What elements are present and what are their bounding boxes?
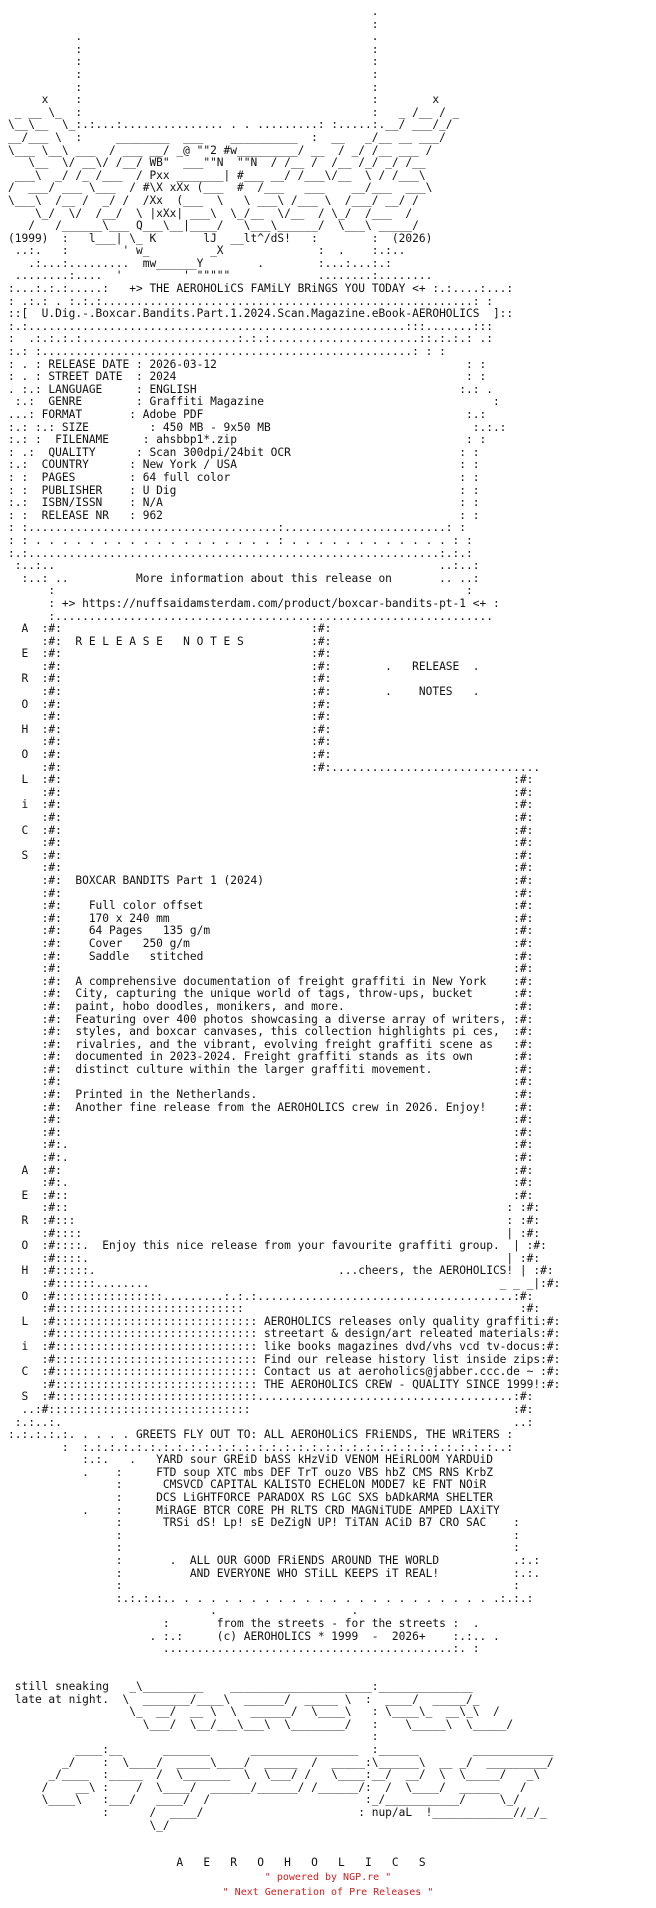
nfo-text: . : . . : : : : : : : : x : : x _ __ \_ : : _ /__ / _ \__\__ \_:.:...:............... . . .........: :.....:.__/ ___/_/ __/___ \ : ________ ___ __________ : __ _/__ __ ___/ \___ \__\ ___ / ___ __/ _@ ""2 #w_________/ __ / _/ /__ ___ / \__ \/ __\/ /__/ WB" ___""N ""N / /__ / /__ /_/ _/ /__ ___\ _/ /_ /___ / Pxx _______| #___ __/ /___\/__ \ / /___\ / ___/ ___ \___ / #\X xXx (___ # /___ ___ __/___ ___\ \___\ /__ / _/ / /Xx (___ \ \ ___\ /___ \ /___/ __/ / \_/ \/ /__/ \ |xXx| ___\ \_/__ \/__ / \_/ /___ / / /______\___ Q___\__|____/ \___\______/ \___\ _____/ (1999) : l___| \_ K lJ __lt^/dS! : : (2026) ..:. : ' w_ _X : . :.:.. .:...:......... mw______Y . :...:...:.: ........:.... ' ' """"" ........:........ :...:.:.:.....: +> THE AEROHOLiCS FAMiLY BRiNGS YOU TODAY <+ :.:....:...: : .:.: . :.:.:.......................................................: : ::[ U.Dig.-.Boxcar.Bandits.Part.1.2024.Scan.Magazine.eBook-AEROHOLICS ]:: :.:........................................................:::.......::: : .:.:.:.:.......................:.:.:......................::.:.:.: .: :.: :.......................................................: : : : . : RELEASE DATE : 2026-03-12 : : : . : STREET DATE : 2024 : : . :.: LANGUAGE : ENGLISH :.: . :.: GENRE : Graffiti Magazine : ...: FORMAT : Adobe PDF :.: :.: :.: SIZE : 450 MB - 9x50 MB :.:.: :.: : FILENAME : ahsbbp1*.zip : : : .: QUALITY : Scan 300dpi/24bit OCR : : :.: COUNTRY : New York / USA : : : : PAGES : 64 full color : : : : PUBLISHER : U Dig : : :.: ISBN/ISSN : N/A : : : : RELEASE NR : 962 : : : :.....................................:........................: : : : . . . . . . . . . . . . . . . . . . : . . . . . . . . . . . . : : :.:.............................................................:.:.: :..:.. ..:..: :..: .. More information about this release on .. ..: : : : +> https://nuffsaidamsterdam.com/product/boxcar-bandits-pt-1 <+ : :................................................................. A :#: :#: :#: R E L E A S E N O T E S :#: E :#: :#: :#: :#: . RELEASE . R :#: :#: :#: :#: . NOTES . O :#: :#: :#: :#: H :#: :#: :#: :#: O :#: :#: :#: :#:............................... L :#: :#: :#: :#: i :#: :#: :#: :#: C :#: :#: :#: :#: S :#: :#: :#: :#: :#: BOXCAR BANDITS Part 1 (2024) :#: :#: :#: :#: Full color offset :#: :#: 170 x 240 mm :#: :#: 64 Pages 135 g/m :#: :#: Cover 250 g/m :#: :#: Saddle stitched :#: :#: :#: :#: A comprehensive documentation of freight graffiti in New York :#: :#: City, capturing the unique world of tags, throw-ups, bucket :#: :#: paint, hobo doodles, monikers, and more. :#: :#: Featuring over 400 photos showcasing a diverse array of writers, :#: :#: styles, and boxcar canvases, this collection highlights pi ces, :#: :#: rivalries, and the vibrant, evolving freight graffiti scene as :#: :#: documented in 2023-2024. Freight graffiti stands as its own :#: :#: distinct culture within the larger graffiti movement. :#: :#: :#: :#: Printed in the Netherlands. :#: :#: Another fine release from the AEROHOLICS crew in 2026. Enjoy! :#: :#: :#: :#: :#: :#:. :#: :#:. :#: A :#: :#: :#:. :#: E :#:: :#: :#:: : :#: R :#::: : :#: :#:::: | :#: O :#::::. Enjoy this nice release from your favourite graffiti group. | :#: :#::::. | :#: H :#:::::. ...cheers, the AEROHOLICS! | :#: :#::::::........ _ _ _|:#: O :#::::::::::::::::.........:.:.:......................................:#: :#:::::::::::::::::::::::::::: :#: L :#:::::::::::::::::::::::::::::: AEROHOLICS releases only quality graffiti:#: :#:::::::::::::::::::::::::::::: streetart & design/art releated materials:#: i :#:::::::::::::::::::::::::::::: like books magazines dvd/vhs vcd tv-docus:#: :#:::::::::::::::::::::::::::::: Find our release history list inside zips:#: C :#:::::::::::::::::::::::::::::: Contact us at aeroholics@jabber.ccc.de ~ :#: :#:::::::::::::::::::::::::::::: THE AEROHOLICS CREW - QUALITY SINCE 1999!:#: S :#::::::::::::::::::::::::::::::......................................:#: ..:#:::::::::::::::::::::::::::::: :#: :.:..:. ..: :.:.:.:.:. . . . . GREETS FLY OUT TO: ALL AEROHOLiCS FRiENDS, THE WRiTERS : : :.:.:.:.:.:.:.:.:.:.:.:.:.:.:.:.:.:.:.:.:.:.:.:.:.:.:.:.:.:.:..: :.:. . YARD sour GREiD bASS kHzViD VENOM HEiRLOOM YARDUiD . : FTD soup XTC mbs DEF TrT ouzo VBS hbZ CMS RNS KrbZ : CMSVCD CAPITAL KALISTO ECHELON MODE7 kE FNT NOiR : DCS LiGHTFORCE PARADOX RS LGC SXS bADkARMA SHELTER . : MiRAGE BTCR CORE PH RLTS CRD MAGNiTUDE AMPED LAXiTY : TRSi dS! Lp! sE DeZigN UP! TiTAN ACiD B7 CRO SAC : : : : : : . ALL OUR GOOD FRiENDS AROUND THE WORLD .:.: : AND EVERYONE WHO STiLL KEEPS iT REAL! :.:. : : :.:.:.:.. . . . . . . . . . . . . . . . . . . . . . . . .:.:.: . . : from the streets - for the streets : . . :.: (c) AEROHOLICS * 1999 - 2026+ :.:.. . ...........................................:. : still sneaking _\_________ _____________________:______________ late at night. \ _______/____\ ______/ _____ \ : ____/ _____/_ \_ __/ __ \ \ ______/ \____\ : \____\_ __\_\ / \___/ \__/___\___\ \________/ : \_____\ \_____/ : ____:__ _______ ________________ :______ ____________ _/ : \____/ _____\____/ _____ / _____:\______\ __ _/ _________/ _/____ :_____ / \_______ \ \___/ / \____:__/ __/ \ \_____/ _\ / __\ : / \____/ ______/______/ /______/: / \____/ ______ / \____\ :___/ ____/ / :_/___________/ \_/ : / ____/ : nup/aL !____________//_/_ \_/ A E R O H O L I C S [8, 6, 561, 1870]
next-generation-footer: " Next Generation of Pre Releases " [222, 1887, 434, 1898]
powered-by-footer: " powered by NGP.re " [264, 1872, 392, 1883]
